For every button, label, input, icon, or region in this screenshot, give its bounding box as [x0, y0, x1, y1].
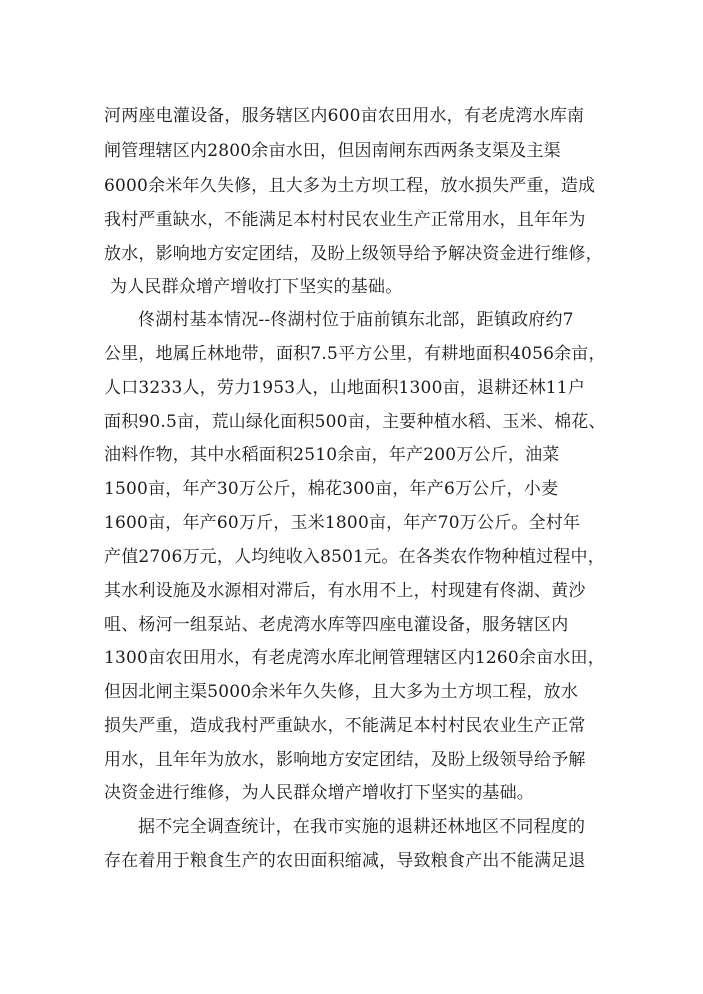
text-line: 我村严重缺水，不能满足本村村民农业生产正常用水，且年年为	[104, 210, 586, 230]
text-line: 损失严重，造成我村严重缺水，不能满足本村村民农业生产正常	[104, 716, 586, 736]
text-line: 1500亩，年产30万公斤，棉花300亩，年产6万公斤，小麦	[104, 479, 559, 499]
text-line: 油料作物，其中水稻面积2510余亩，年产200万公斤，油菜	[104, 445, 560, 465]
text-line: 但因北闸主渠5000余米年久失修，且大多为土方坝工程，放水	[104, 682, 579, 702]
text-line: 河两座电灌设备，服务辖区内600亩农田用水，有老虎湾水库南	[104, 106, 585, 126]
text-line: 为人民群众增产增收打下坚实的基础。	[110, 277, 403, 297]
text-line: 6000余米年久失修，且大多为土方坝工程，放水损失严重，造成	[104, 176, 596, 196]
text-line: 其水利设施及水源相对滞后，有水用不上，村现建有佟湖、黄沙	[104, 581, 586, 601]
text-line: 决资金进行维修，为人民群众增产增收打下坚实的基础。	[104, 783, 534, 803]
text-line: 产值2706万元，人均纯收入8501元。在各类农作物种植过程中，	[104, 547, 605, 567]
text-line: 1600亩，年产60万斤，玉米1800亩，年产70万公斤。全村年	[104, 513, 581, 533]
paragraph-start: 佟湖村基本情况--佟湖村位于庙前镇东北部，距镇政府约7	[138, 310, 574, 330]
text-line: 存在着用于粮食生产的农田面积缩减，导致粮食产出不能满足退	[104, 851, 586, 871]
text-line: 1300亩农田用水，有老虎湾水库北闸管理辖区内1260余亩水田，	[104, 648, 605, 668]
text-line: 咀、杨河一组泵站、老虎湾水库等四座电灌设备，服务辖区内	[104, 615, 569, 635]
text-line: 人口3233人，劳力1953人，山地面积1300亩，退耕还林11户	[104, 378, 586, 398]
text-line: 放水，影响地方安定团结，及盼上级领导给予解决资金进行维修，	[104, 244, 603, 264]
text-line: 面积90.5亩，荒山绿化面积500亩，主要种植水稻、玉米、棉花、	[104, 412, 606, 432]
text-line: 公里，地属丘林地带，面积7.5平方公里，有耕地面积4056余亩，	[104, 344, 606, 364]
paragraph-start: 据不完全调查统计，在我市实施的退耕还林地区不同程度的	[138, 817, 586, 837]
text-line: 闸管理辖区内2800余亩水田，但因南闸东西两条支渠及主渠	[104, 141, 561, 161]
text-line: 用水，且年年为放水，影响地方安定团结，及盼上级领导给予解	[104, 750, 586, 770]
